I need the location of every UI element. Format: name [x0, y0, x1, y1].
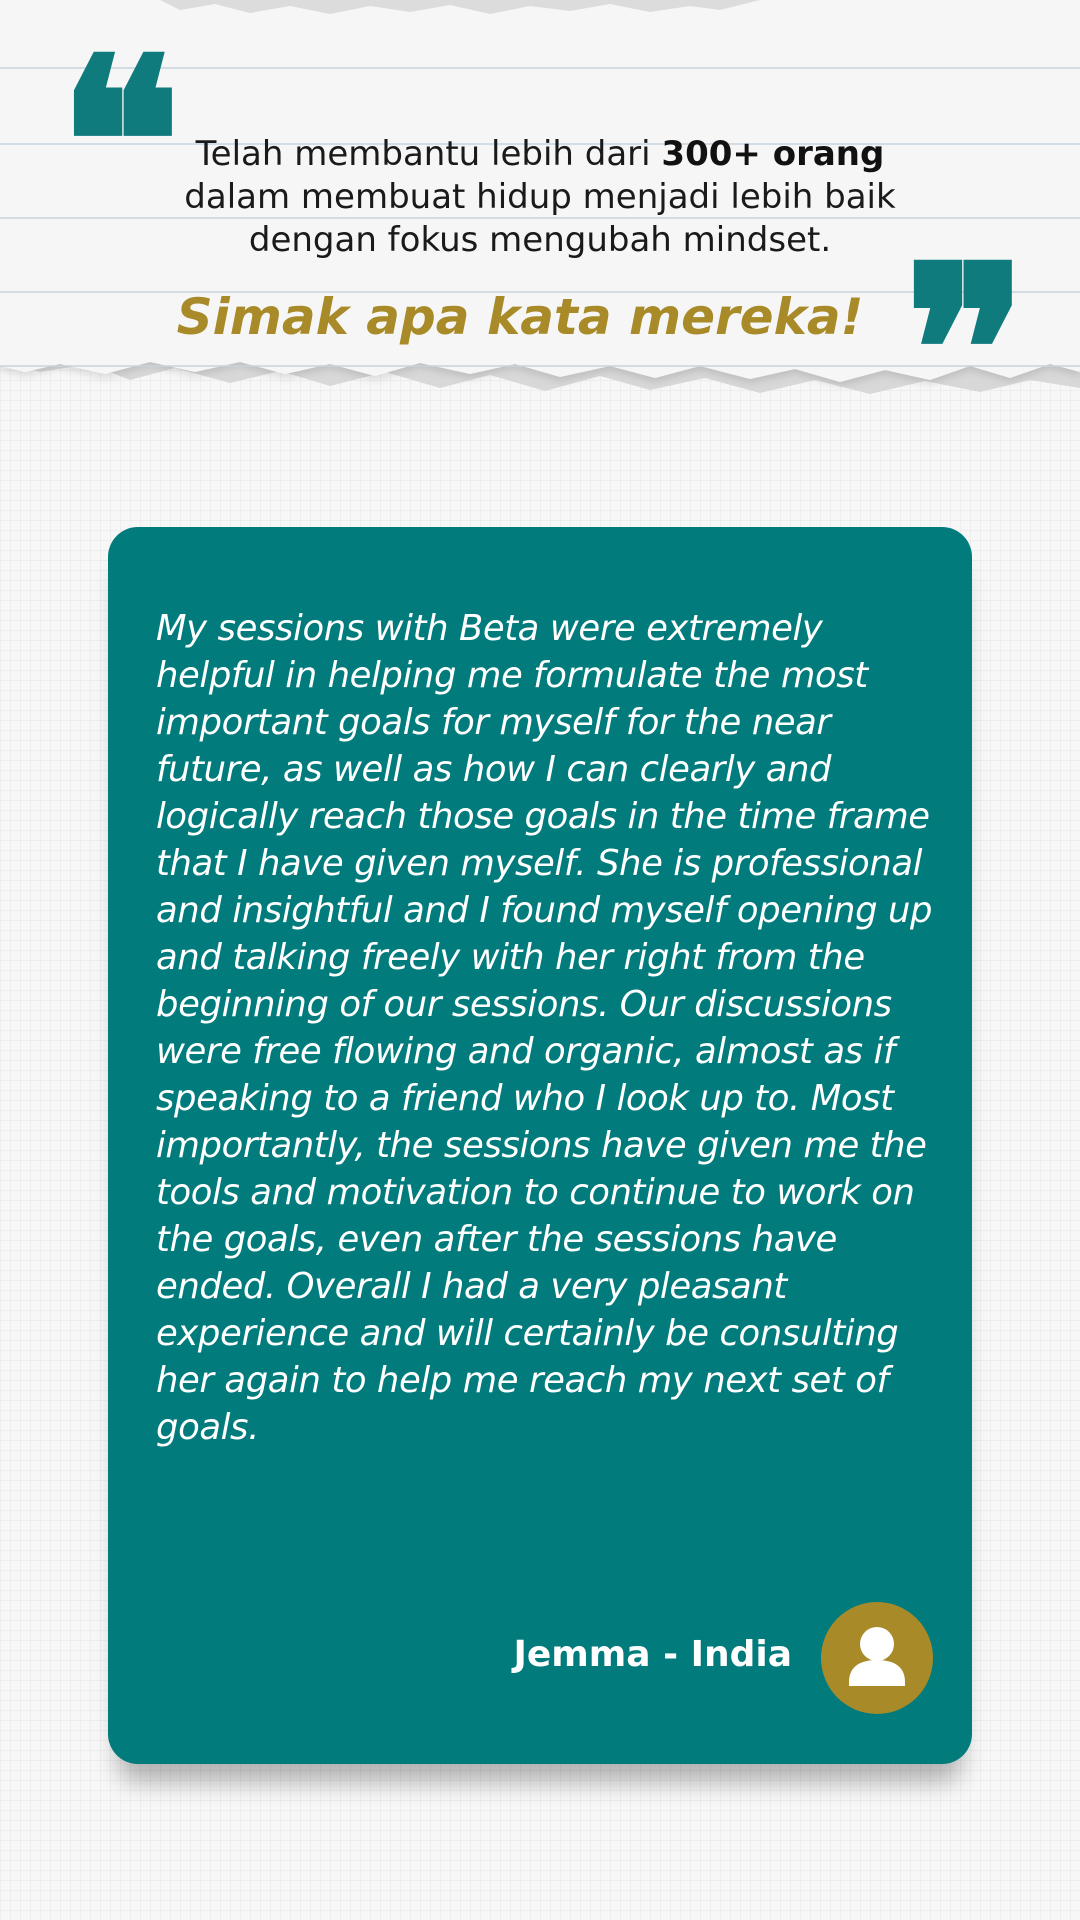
testimonial-text: My sessions with Beta were extremely helpful in helping me formulate the most important goals for myself for the near future, as well as how I can clearly and logically reach those goals in the time frame that I have given myself. She is professional and insightful and I found myself opening up and talking freely with her right from the beginning of our sessions. Our discussions were free flowing and organic, almost as if speaking to a friend who I look up to. Most importantly, the sessions have given me the tools and motivation to continue to work on the goals, even after the sessions have ended. Overall I had a very pleasant experience and will certainly be consulting her again to help me reach my next set of goals. — [156, 608, 933, 1448]
intro-line3: dengan fokus mengubah mindset. — [248, 220, 832, 260]
quote-open-icon: ❝ — [58, 8, 154, 278]
intro-line2: dalam membuat hidup menjadi lebih baik — [184, 177, 896, 217]
user-icon — [821, 1602, 933, 1714]
quote-close-icon: ❞ — [904, 216, 1000, 486]
cta-heading: Simak apa kata mereka! — [176, 288, 864, 346]
intro-text — [120, 133, 960, 262]
testimonial-author: Jemma - India — [513, 1634, 792, 1675]
intro-part1: Telah membantu lebih dari — [195, 134, 662, 174]
testimonial-card — [108, 527, 972, 1764]
intro-highlight: 300+ orang — [661, 134, 885, 174]
